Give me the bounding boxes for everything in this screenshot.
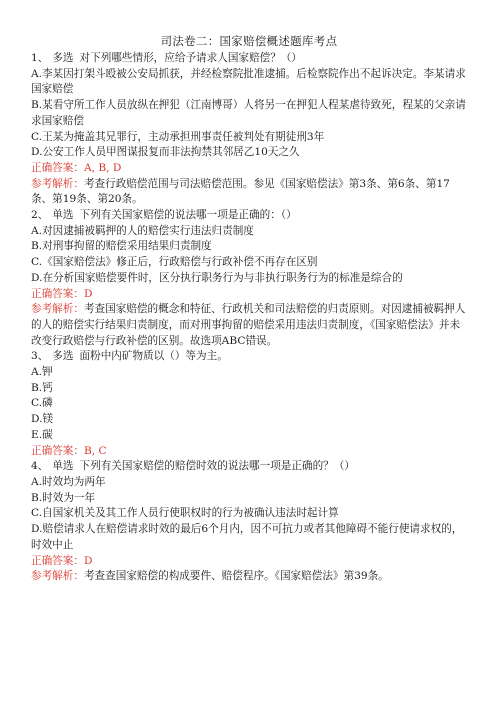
option-b: B.对刑事拘留的赔偿采用结果归责制度 (31, 240, 212, 253)
option-d: D.公安工作人员甲图谋报复而非法拘禁其邻居乙10天之久 (31, 146, 300, 159)
question-number: 3、 (31, 350, 49, 363)
question-type: 多选 (52, 52, 74, 64)
option-c: C.自国家机关及其工作人员行使职权时的行为被确认违法时起计算 (31, 507, 339, 520)
option-d: D.在分析国家赔偿要件时，区分执行职务行为与非执行职务行为的标准是综合的 (31, 271, 403, 284)
answer-line (31, 444, 467, 460)
question-text: 下列有关国家赔偿的说法哪一项是正确的：（） (79, 209, 297, 222)
question-type: 多选 (52, 350, 74, 363)
option-b: B.钙 (31, 381, 53, 394)
option-c: C.磷 (31, 397, 53, 410)
answer-line (31, 554, 467, 570)
question-number: 4、 (31, 460, 49, 473)
answer-line (31, 161, 467, 177)
option-d: D.赔偿请求人在赔偿请求时效的最后6个月内，因不可抗力或者其他障碍不能行使请求权的，时效中止 (31, 523, 463, 551)
question-type: 单选 (52, 460, 74, 473)
analysis-text: 考查行政赔偿范围与司法赔偿范围。参见《国家赔偿法》第3条、第6条、第17条、第19条、第20条。 (31, 177, 450, 206)
answer-label: 正确答案： (31, 161, 84, 174)
analysis-line (31, 302, 467, 349)
option-d: D.镁 (31, 413, 54, 426)
question-text: 面粉中内矿物质以（）等为主。 (79, 350, 228, 363)
answer-value: D (83, 287, 93, 300)
analysis-line (31, 177, 467, 208)
option-b: B.时效为一年 (31, 491, 96, 504)
question-2 (31, 208, 467, 349)
question-type: 单选 (52, 209, 74, 222)
option-a: A.对因逮捕被羁押的人的赔偿实行违法归责制度 (31, 224, 254, 237)
question-1 (31, 51, 467, 208)
document-page (31, 33, 467, 585)
analysis-label: 参考解析： (31, 303, 84, 316)
analysis-label: 参考解析： (31, 177, 84, 190)
option-c: C.《国家赔偿法》修正后，行政赔偿与行政补偿不再存在区别 (31, 256, 318, 269)
option-c: C.王某为掩盖其兄罪行，主动承担刑事责任被判处有期徒刑3年 (31, 130, 325, 143)
question-stem (31, 51, 467, 67)
question-3 (31, 349, 467, 459)
option-a: A.李某因打架斗殴被公安局抓获，并经检察院批准逮捕。后检察院作出不起诉决定。李某请求国家赔偿 (31, 67, 466, 96)
document-title: 司法卷二：国家赔偿概述题库考点 (160, 34, 338, 48)
analysis-text: 考查查国家赔偿的构成要件、赔偿程序。《国家赔偿法》第39条。 (83, 570, 389, 583)
question-stem (31, 349, 467, 365)
question-text: 下列有关国家赔偿的赔偿时效的说法哪一项是正确的？（） (79, 460, 355, 473)
option-b: B.某看守所工作人员放纵在押犯（江南博哥）人将另一在押犯人程某虐待致死，程某的父亲请求国家赔偿 (31, 99, 466, 127)
answer-value: A, B, D (83, 161, 122, 174)
answer-label: 正确答案： (31, 444, 84, 457)
question-number: 2、 (31, 209, 49, 222)
analysis-text: 考查国家赔偿的概念和特征、行政机关和司法赔偿的归责原则。对因逮捕被羁押人的人的赔偿实行结果归责制度，而对刑事拘留的赔偿采用违法归责制度，《国家赔偿法》并未改变行政赔偿与行政补偿的区别。故选项ABC错误。 (31, 303, 466, 347)
answer-label: 正确答案： (31, 554, 84, 567)
option-e: E.碳 (31, 428, 53, 441)
answer-label: 正确答案： (31, 287, 84, 300)
answer-line (31, 287, 467, 303)
question-number: 1、 (31, 52, 49, 64)
question-4 (31, 459, 467, 585)
question-stem (31, 459, 467, 475)
analysis-line (31, 569, 467, 585)
option-a: A.时效均为两年 (31, 475, 106, 488)
analysis-label: 参考解析： (31, 570, 84, 583)
question-text: 对下列哪些情形，应给予请求人国家赔偿？（） (79, 52, 302, 64)
answer-value: B, C (83, 444, 107, 457)
answer-value: D (83, 554, 93, 567)
question-stem (31, 208, 467, 224)
option-a: A.钾 (31, 366, 53, 379)
